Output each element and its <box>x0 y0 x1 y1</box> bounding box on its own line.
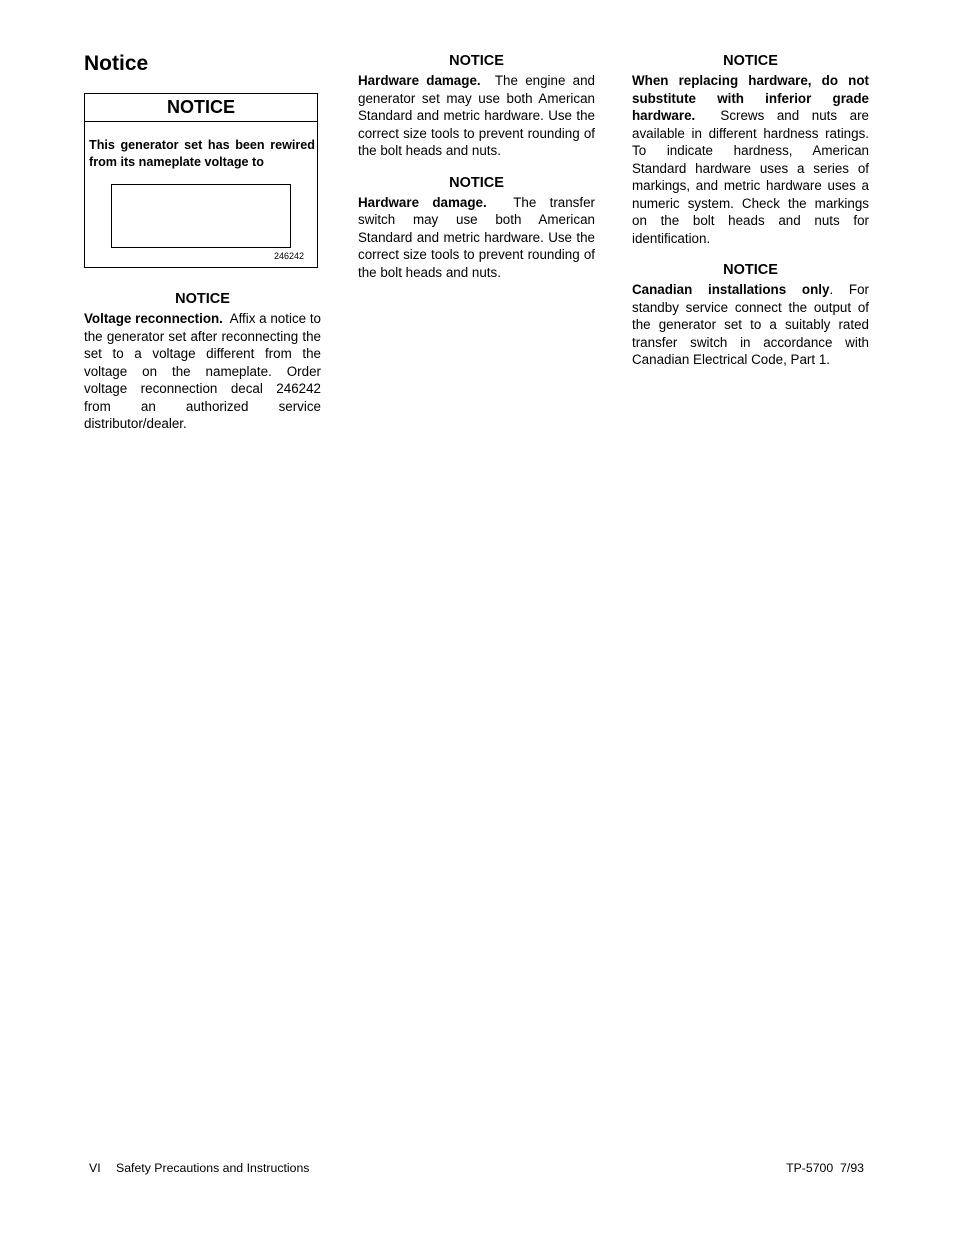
page-title: Notice <box>84 52 149 75</box>
notice-hardware-transfer-switch <box>358 174 595 282</box>
notice-lead: Canadian installations only <box>632 282 830 297</box>
notice-text: The engine and generator set may use both American Standard and metric hardware. Use the correct size tools to prevent rounding of the bolt heads and nuts. <box>358 73 595 158</box>
column-middle <box>358 52 595 295</box>
notice-text: Screws and nuts are available in different hardness ratings. To indicate hardness, American Standard hardware uses a series of markings, and metric hardware uses a numeric system. Check the markings on the bolt heads and nuts for identification. <box>632 108 869 246</box>
decal-voltage-blank <box>111 184 291 248</box>
column-right <box>632 52 869 383</box>
notice-lead: Hardware damage. <box>358 194 487 210</box>
notice-heading: NOTICE <box>723 262 778 278</box>
footer-left <box>89 1161 309 1176</box>
notice-text: Affix a notice to the generator set after reconnecting the set to a voltage different from the voltage on the nameplate. Order voltage reconnection decal 246242 from an authorized service distributor/dealer. <box>84 311 321 431</box>
column-left <box>84 93 321 447</box>
notice-heading: NOTICE <box>723 53 778 69</box>
notice-heading: NOTICE <box>449 174 504 191</box>
notice-lead: When replacing hardware, do not substitute with inferior grade hardware. <box>632 73 869 123</box>
notice-body <box>358 194 595 282</box>
decal-text: This generator set has been rewired from its nameplate voltage to <box>89 138 315 169</box>
notice-voltage-reconnection <box>84 290 321 433</box>
page-number: VI <box>89 1161 101 1175</box>
notice-body <box>632 72 869 247</box>
notice-lead: Hardware damage. <box>358 73 481 88</box>
voltage-decal <box>84 93 318 268</box>
notice-text: The transfer switch may use both American Standard and metric hardware. Use the correct size tools to prevent rounding of the bolt heads and nuts. <box>358 194 596 280</box>
decal-part-number: 246242 <box>273 251 304 261</box>
notice-body <box>84 310 321 433</box>
notice-hardware-engine <box>358 52 595 160</box>
decal-heading: NOTICE <box>85 94 317 122</box>
notice-text: . For standby service connect the output of the generator set to a suitably rated transfer switch in accordance with Canadian Electrical Code, Part 1. <box>632 282 869 367</box>
notice-heading: NOTICE <box>175 291 230 307</box>
notice-body <box>358 72 595 160</box>
footer-section-title: Safety Precautions and Instructions <box>116 1161 310 1175</box>
notice-heading: NOTICE <box>449 53 504 69</box>
footer-doc-id: TP-5700 7/93 <box>786 1161 864 1175</box>
notice-body <box>632 281 869 369</box>
notice-lead: Voltage reconnection. <box>84 311 223 326</box>
notice-canadian-installations <box>632 261 869 369</box>
notice-replacing-hardware <box>632 52 869 247</box>
